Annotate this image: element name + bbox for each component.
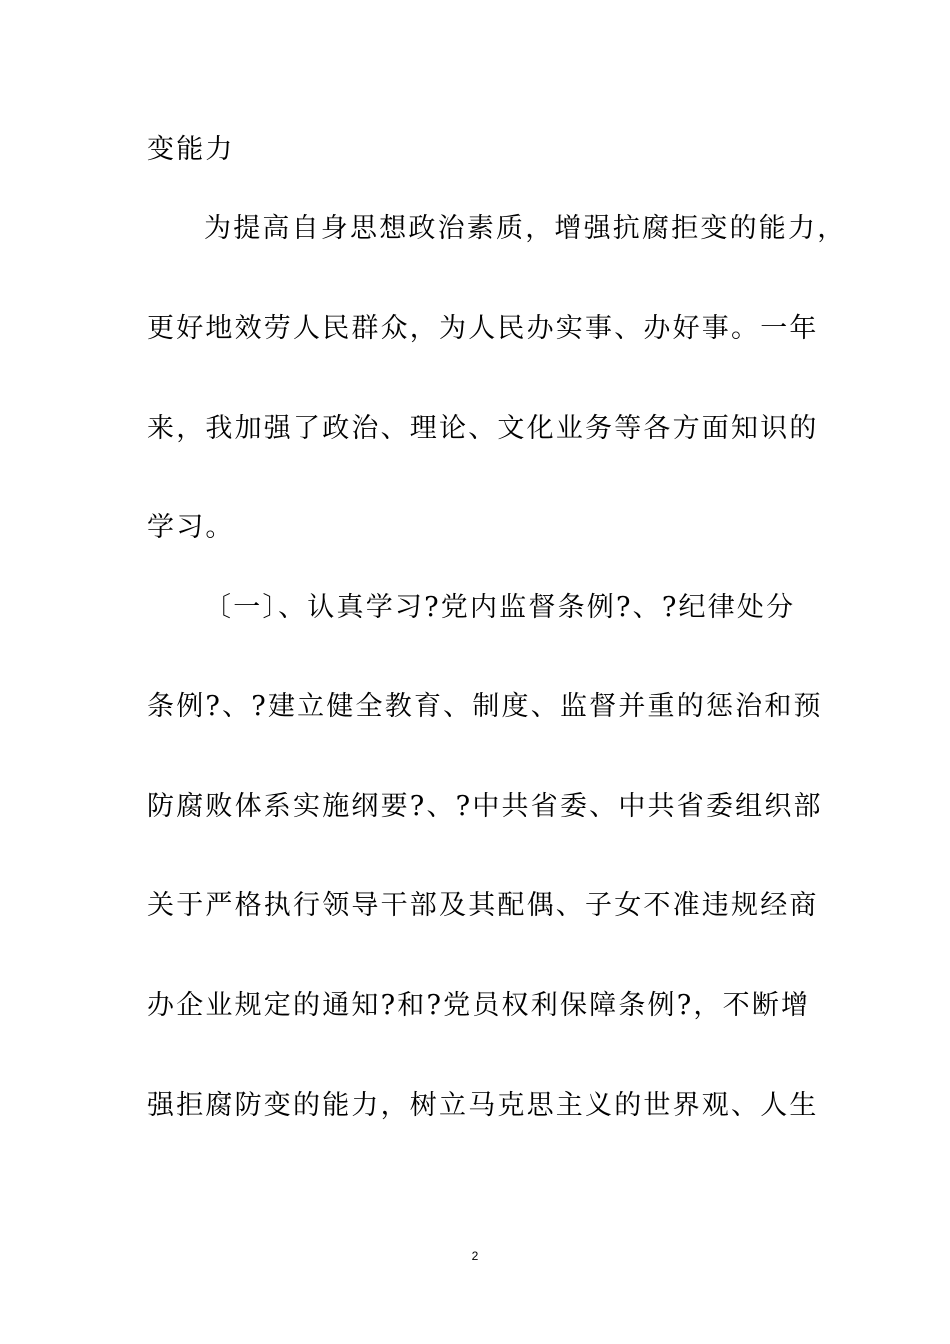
- text-line: 变能力: [147, 134, 235, 165]
- text-line: 学习。: [147, 512, 235, 543]
- text-line: 关于严格执行领导干部及其配偶、子女不准违规经商: [147, 890, 819, 921]
- text-line: 更好地效劳人民群众，为人民办实事、办好事。一年: [147, 313, 819, 344]
- paragraph-first-line: 为提高自身思想政治素质，增强抗腐拒变的能力，: [204, 213, 847, 244]
- text-line: 办企业规定的通知?和?党员权利保障条例?，不断增: [147, 990, 811, 1021]
- text-line: 强拒腐防变的能力，树立马克思主义的世界观、人生: [147, 1090, 819, 1121]
- text-line: 防腐败体系实施纲要?、?中共省委、中共省委组织部: [147, 791, 823, 822]
- paragraph-first-line: 〔一〕、认真学习?党内监督条例?、?纪律处分: [204, 592, 796, 623]
- text-line: 条例?、?建立健全教育、制度、监督并重的惩治和预: [147, 691, 823, 722]
- text-line: 来，我加强了政治、理论、文化业务等各方面知识的: [147, 413, 819, 444]
- page-number: 2: [471, 1249, 479, 1263]
